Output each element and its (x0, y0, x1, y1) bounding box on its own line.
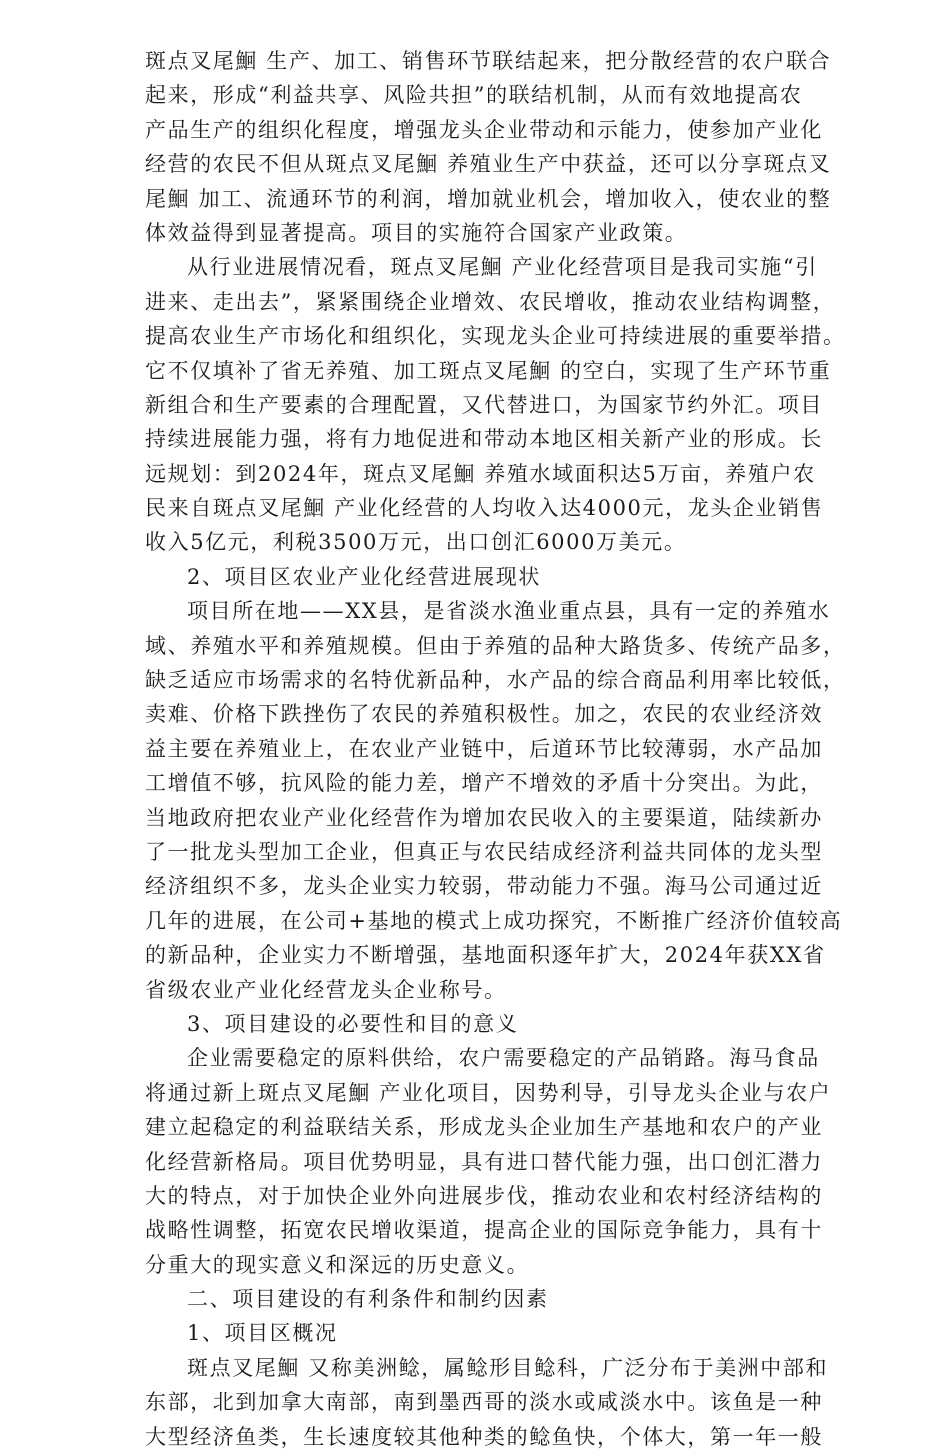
text-line: 卖难、价格下跌挫伤了农民的养殖积极性。加之，农民的农业经济效 (145, 702, 823, 727)
text-line: 二、项目建设的有利条件和制约因素 (187, 1287, 549, 1312)
text-line: 远规划：到2024年，斑点叉尾鮰 养殖水域面积达5万亩，养殖户农 (145, 461, 816, 486)
text-line: 斑点叉尾鮰 生产、加工、销售环节联结起来，把分散经营的农户联合 (145, 49, 832, 73)
text-line: 大型经济鱼类，生长速度较其他种类的鲶鱼快，个体大，第一年一般 (145, 1424, 823, 1449)
text-line: 战略性调整，拓宽农民增收渠道，提高企业的国际竞争能力，具有十 (145, 1218, 823, 1243)
text-line: 建立起稳定的利益联结关系，形成龙头企业加生产基地和农户的产业 (145, 1115, 823, 1140)
text-line: 体效益得到显著提高。项目的实施符合国家产业政策。 (145, 220, 688, 245)
text-line: 1、项目区概况 (187, 1321, 338, 1346)
text-line: 产品生产的组织化程度，增强龙头企业带动和示能力，使参加产业化 (145, 117, 823, 142)
text-line: 将通过新上斑点叉尾鮰 产业化项目，因势利导，引导龙头企业与农户 (145, 1080, 832, 1105)
text-line: 收入5亿元，利税3500万元，出口创汇6000万美元。 (145, 530, 687, 555)
text-line: 它不仅填补了省无养殖、加工斑点叉尾鮰 的空白，实现了生产环节重 (145, 358, 832, 383)
text-line: 的新品种，企业实力不断增强，基地面积逐年扩大，2024年获XX省 (145, 943, 826, 968)
text-line: 分重大的现实意义和深远的历史意义。 (145, 1252, 530, 1277)
text-line: 当地政府把农业产业化经营作为增加农民收入的主要渠道，陆续新办 (145, 805, 823, 830)
text-line: 工增值不够，抗风险的能力差，增产不增效的矛盾十分突出。为此， (145, 771, 823, 796)
text-line: 新组合和生产要素的合理配置，又代替进口，为国家节约外汇。项目 (145, 392, 823, 417)
text-line: 尾鮰 加工、流通环节的利润，增加就业机会，增加收入，使农业的整 (145, 186, 832, 211)
text-line: 益主要在养殖业上，在农业产业链中，后道环节比较薄弱，水产品加 (145, 736, 823, 761)
text-line: 起来，形成“利益共享、风险共担”的联结机制，从而有效地提高农 (145, 83, 803, 108)
document-page (145, 44, 880, 1454)
text-line: 2、项目区农业产业化经营进展现状 (187, 564, 541, 589)
text-line: 省级农业产业化经营龙头企业称号。 (145, 977, 507, 1002)
text-line: 民来自斑点叉尾鮰 产业化经营的人均收入达4000元，龙头企业销售 (145, 496, 824, 521)
text-line: 提高农业生产市场化和组织化，实现龙头企业可持续进展的重要举措。 (145, 324, 846, 349)
text-line: 项目所在地——XX县，是省淡水渔业重点县，具有一定的养殖水 (187, 599, 831, 624)
text-line: 3、项目建设的必要性和目的意义 (187, 1011, 519, 1036)
text-line: 东部，北到加拿大南部，南到墨西哥的淡水或咸淡水中。该鱼是一种 (145, 1390, 823, 1415)
text-line: 化经营新格局。项目优势明显，具有进口替代能力强，出口创汇潜力 (145, 1149, 823, 1174)
text-line: 经济组织不多，龙头企业实力较弱，带动能力不强。海马公司通过近 (145, 874, 823, 899)
text-line: 斑点叉尾鮰 又称美洲鲶，属鲶形目鲶科，广泛分布于美洲中部和 (187, 1355, 829, 1380)
text-line: 大的特点，对于加快企业外向进展步伐，推动农业和农村经济结构的 (145, 1183, 823, 1208)
text-line: 缺乏适应市场需求的名特优新品种，水产品的综合商品利用率比较低， (145, 668, 846, 693)
text-line: 持续进展能力强，将有力地促进和带动本地区相关新产业的形成。长 (145, 427, 823, 452)
text-line: 进来、走出去”，紧紧围绕企业增效、农民增收，推动农业结构调整， (145, 289, 836, 314)
text-line: 企业需要稳定的原料供给，农户需要稳定的产品销路。海马食品 (187, 1046, 820, 1071)
text-line: 域、养殖水平和养殖规模。但由于养殖的品种大路货多、传统产品多， (145, 633, 846, 658)
text-line: 从行业进展情况看，斑点叉尾鮰 产业化经营项目是我司实施“引 (187, 255, 818, 280)
text-line: 了一批龙头型加工企业，但真正与农民结成经济利益共同体的龙头型 (145, 839, 823, 864)
text-line: 经营的农民不但从斑点叉尾鮰 养殖业生产中获益，还可以分享斑点叉 (145, 152, 832, 177)
text-line: 几年的进展，在公司+基地的模式上成功探究，不断推广经济价值较高 (145, 908, 843, 933)
